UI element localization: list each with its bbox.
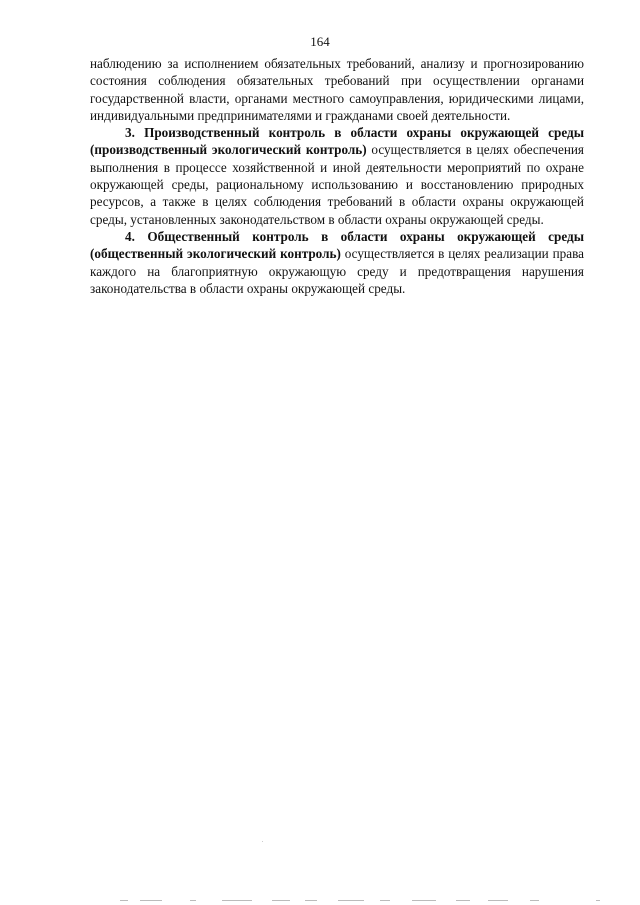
scan-artifact-dot [262, 841, 263, 842]
paragraph-production-control-text: осуществляется в целях обеспечения выполнения в процессе хозяйственной и иной деятельности мероприятий по охране окружающей среды, рациональному использованию и восстановлению природных ресурсов, а также в целях соблюдения требований в области охраны окружающей среды, установленных законодательством в области охраны окружающей среды. [90, 142, 584, 227]
scan-artifact-mark [530, 900, 539, 901]
scan-artifact-mark [140, 900, 162, 901]
heading-public-control: 4. Общественный контроль в области охраны окружающей среды (общественный экологический контроль) [90, 228, 584, 262]
paragraph-public-control [90, 228, 584, 297]
document-body [90, 55, 584, 297]
scan-artifact-mark [222, 900, 252, 901]
scan-artifact-mark [120, 900, 128, 901]
paragraph-production-control [90, 124, 584, 228]
scan-artifact-mark [412, 900, 436, 901]
paragraph-continuation [90, 55, 584, 124]
scan-artifact-mark [190, 900, 196, 901]
scan-artifact-mark [456, 900, 470, 901]
scan-artifact-mark [488, 900, 508, 901]
heading-production-control: 3. Производственный контроль в области охраны окружающей среды (производственный экологический контроль) [90, 125, 584, 158]
scan-artifact-mark [596, 900, 600, 901]
scan-artifact-mark [338, 900, 364, 901]
paragraph-public-control-text: осуществляется в целях реализации права каждого на благоприятную окружающую среду и предотвращения нарушения законодательства в области охраны окружающей среды. [90, 246, 584, 296]
page-number: 164 [310, 34, 330, 49]
scan-artifact-mark [272, 900, 290, 901]
scan-artifact-mark [305, 900, 317, 901]
scan-artifact-mark [380, 900, 390, 901]
paragraph-continuation-text: наблюдению за исполнением обязательных требований, анализу и прогнозированию состояния соблюдения обязательных требований при осуществлении органами государственной власти, органами местного самоуправления, юридическими лицами, индивидуальными предпринимателями и гражданами своей деятельности. [90, 56, 584, 123]
